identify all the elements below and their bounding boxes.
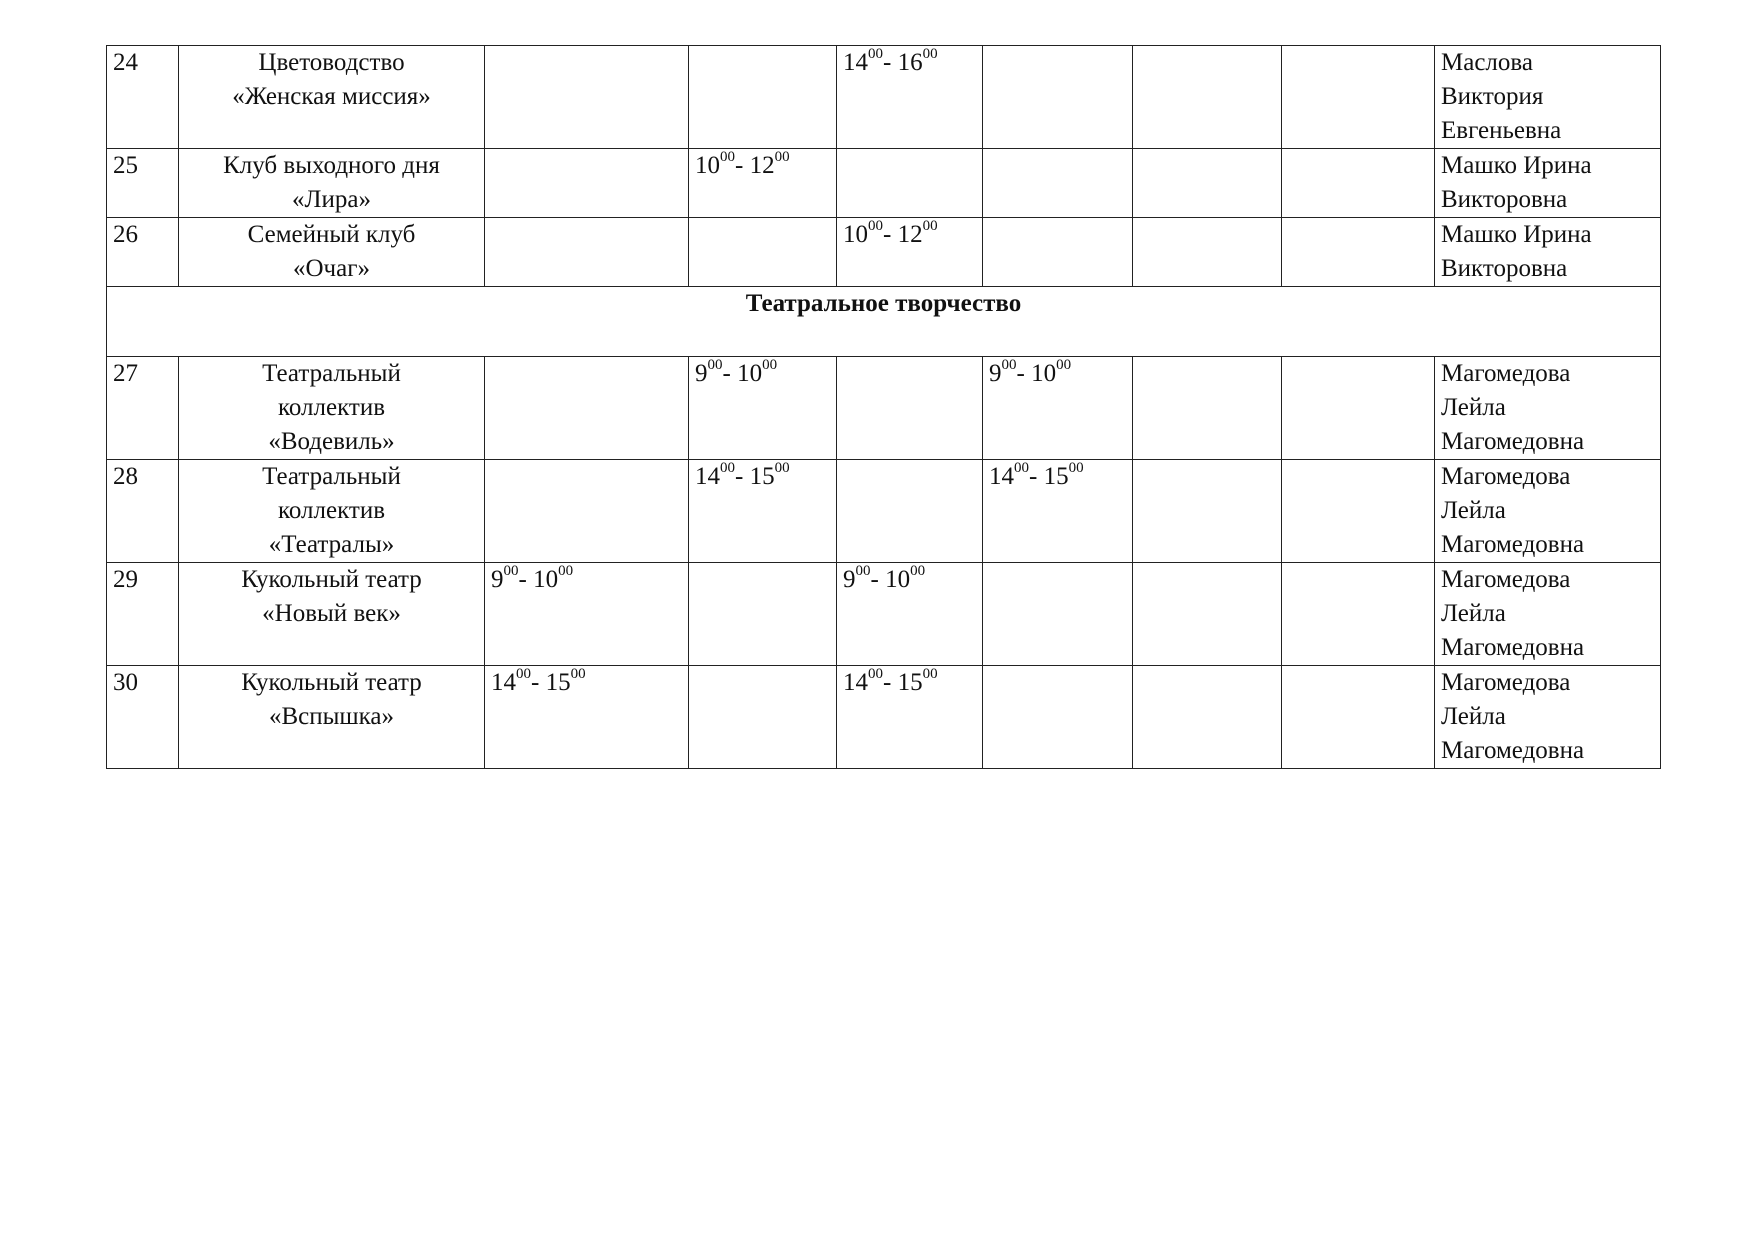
schedule-cell — [1282, 149, 1435, 218]
leader-name-line: Виктория — [1441, 83, 1544, 110]
club-name-line: Семейный клуб — [247, 221, 416, 248]
schedule-cell — [1282, 46, 1435, 149]
start-hour: 10 — [843, 221, 868, 248]
end-minutes: 00 — [570, 666, 586, 682]
leader-name-line: Евгеньевна — [1441, 117, 1562, 144]
start-minutes: 00 — [720, 149, 735, 165]
schedule-cell — [485, 460, 689, 563]
leader-name — [1435, 460, 1661, 563]
schedule-cell — [983, 149, 1133, 218]
end-hour: 10 — [737, 360, 763, 387]
schedule-table — [106, 45, 1661, 769]
schedule-cell — [1133, 563, 1282, 666]
schedule-cell — [837, 460, 983, 563]
schedule-cell: $14^{00}-$ $15^{00}$ — [689, 460, 837, 563]
leader-name-line: Магомедовна — [1441, 531, 1585, 558]
club-name-line: «Женская миссия» — [232, 83, 431, 110]
club-name-line: Театральный — [262, 360, 401, 387]
schedule-cell — [1133, 149, 1282, 218]
leader-name — [1435, 357, 1661, 460]
club-name-line: Кукольный театр — [241, 566, 422, 593]
start-hour: 10 — [695, 152, 720, 179]
schedule-cell — [485, 46, 689, 149]
schedule-cell — [837, 357, 983, 460]
schedule-rows-before — [107, 46, 1661, 287]
start-minutes: 00 — [868, 218, 883, 234]
schedule-cell — [837, 149, 983, 218]
club-name-line: «Водевиль» — [268, 428, 395, 455]
leader-name-line: Магомедова — [1441, 669, 1571, 696]
leader-name-line: Лейла — [1441, 394, 1506, 421]
row-number: 30 — [107, 666, 179, 769]
start-minutes: 00 — [1014, 460, 1029, 476]
club-name-line: «Вспышка» — [268, 703, 395, 730]
leader-name-line: Лейла — [1441, 600, 1506, 627]
leader-name-line: Лейла — [1441, 703, 1506, 730]
start-hour: 14 — [843, 669, 868, 696]
end-minutes: 00 — [558, 563, 574, 579]
schedule-cell — [1133, 218, 1282, 287]
table-row — [107, 149, 1661, 218]
club-name-line: коллектив — [277, 394, 386, 421]
leader-name — [1435, 218, 1661, 287]
row-number: 25 — [107, 149, 179, 218]
club-name — [179, 460, 485, 563]
row-number: 26 — [107, 218, 179, 287]
leader-name-line: Маслова — [1441, 49, 1533, 76]
end-minutes: 00 — [910, 563, 926, 579]
leader-name-line: Магомедовна — [1441, 737, 1585, 764]
club-name-line: Кукольный театр — [241, 669, 422, 696]
section-header — [107, 287, 1661, 357]
schedule-cell — [1282, 460, 1435, 563]
club-name-line: «Лира» — [292, 186, 371, 213]
end-minutes: 00 — [762, 357, 778, 373]
schedule-cell — [689, 218, 837, 287]
club-name — [179, 149, 485, 218]
schedule-cell — [485, 149, 689, 218]
table-row — [107, 563, 1661, 666]
start-minutes: 00 — [868, 46, 883, 62]
schedule-cell: $9^{00}-$ $10^{00}$ — [837, 563, 983, 666]
schedule-cell — [1282, 218, 1435, 287]
leader-name-line: Магомедовна — [1441, 428, 1585, 455]
end-minutes: 00 — [774, 149, 790, 165]
start-minutes: 00 — [1001, 357, 1017, 373]
schedule-cell — [1133, 460, 1282, 563]
leader-name-line: Магомедова — [1441, 566, 1571, 593]
club-name-line: «Театралы» — [268, 531, 395, 558]
row-number: 24 — [107, 46, 179, 149]
start-hour: 14 — [989, 463, 1014, 490]
schedule-cell — [1133, 666, 1282, 769]
schedule-cell — [983, 666, 1133, 769]
schedule-cell — [1133, 46, 1282, 149]
end-hour: 16 — [897, 49, 923, 76]
section-row — [107, 287, 1661, 357]
leader-name — [1435, 563, 1661, 666]
club-name-line: «Новый век» — [262, 600, 401, 627]
leader-name-line: Машко Ирина — [1441, 152, 1592, 179]
row-number: 28 — [107, 460, 179, 563]
club-name — [179, 563, 485, 666]
start-minutes: 00 — [707, 357, 723, 373]
end-minutes: 00 — [922, 666, 938, 682]
schedule-cell — [983, 218, 1133, 287]
end-minutes: 00 — [1056, 357, 1072, 373]
start-minutes: 00 — [868, 666, 883, 682]
table-row — [107, 46, 1661, 149]
end-hour: 12 — [897, 221, 923, 248]
leader-name — [1435, 149, 1661, 218]
schedule-cell — [485, 218, 689, 287]
schedule-cell: $14^{00}-$ $15^{00}$ — [983, 460, 1133, 563]
schedule-rows-after — [107, 357, 1661, 769]
schedule-cell — [1282, 563, 1435, 666]
row-number: 27 — [107, 357, 179, 460]
end-hour: 12 — [749, 152, 775, 179]
end-minutes: 00 — [922, 46, 938, 62]
table-row — [107, 666, 1661, 769]
schedule-cell — [983, 46, 1133, 149]
start-minutes: 00 — [855, 563, 871, 579]
schedule-cell — [689, 46, 837, 149]
start-minutes: 00 — [516, 666, 531, 682]
end-hour: 10 — [1031, 360, 1057, 387]
end-hour: 15 — [897, 669, 923, 696]
end-minutes: 00 — [774, 460, 790, 476]
end-hour: 10 — [885, 566, 911, 593]
schedule-cell — [983, 563, 1133, 666]
table-row — [107, 357, 1661, 460]
club-name — [179, 218, 485, 287]
schedule-cell — [689, 563, 837, 666]
end-minutes: 00 — [922, 218, 938, 234]
start-minutes: 00 — [720, 460, 735, 476]
row-number: 29 — [107, 563, 179, 666]
leader-name-line: Викторовна — [1441, 186, 1568, 213]
start-hour: 14 — [695, 463, 720, 490]
end-hour: 15 — [545, 669, 571, 696]
start-hour: 9 — [695, 360, 708, 387]
schedule-cell: $14^{00}-$ $15^{00}$ — [837, 666, 983, 769]
club-name-line: Цветоводство — [258, 49, 405, 76]
end-minutes: 00 — [1068, 460, 1084, 476]
schedule-cell — [689, 666, 837, 769]
club-name-line: Клуб выходного дня — [223, 152, 440, 179]
start-minutes: 00 — [503, 563, 519, 579]
end-hour: 10 — [533, 566, 559, 593]
table-row — [107, 218, 1661, 287]
section-title: Театральное творчество — [107, 287, 1661, 357]
schedule-cell: $10^{00}-$ $12^{00}$ — [689, 149, 837, 218]
leader-name-line: Викторовна — [1441, 255, 1568, 282]
start-hour: 14 — [491, 669, 516, 696]
club-name — [179, 46, 485, 149]
start-hour: 9 — [989, 360, 1002, 387]
club-name-line: коллектив — [277, 497, 386, 524]
leader-name-line: Машко Ирина — [1441, 221, 1592, 248]
club-name — [179, 666, 485, 769]
schedule-cell — [1282, 357, 1435, 460]
leader-name-line: Магомедова — [1441, 463, 1571, 490]
start-hour: 9 — [491, 566, 504, 593]
leader-name — [1435, 666, 1661, 769]
schedule-cell — [1282, 666, 1435, 769]
schedule-cell: $10^{00}-$ $12^{00}$ — [837, 218, 983, 287]
schedule-cell — [485, 357, 689, 460]
leader-name-line: Магомедовна — [1441, 634, 1585, 661]
schedule-cell: $14^{00}-$ $16^{00}$ — [837, 46, 983, 149]
schedule-cell: $9^{00}-$ $10^{00}$ — [485, 563, 689, 666]
club-name — [179, 357, 485, 460]
leader-name-line: Лейла — [1441, 497, 1506, 524]
start-hour: 9 — [843, 566, 856, 593]
table-row — [107, 460, 1661, 563]
end-hour: 15 — [749, 463, 775, 490]
end-hour: 15 — [1043, 463, 1069, 490]
schedule-cell — [1133, 357, 1282, 460]
schedule-cell: $14^{00}-$ $15^{00}$ — [485, 666, 689, 769]
club-name-line: Театральный — [262, 463, 401, 490]
club-name-line: «Очаг» — [293, 255, 370, 282]
schedule-cell: $9^{00}-$ $10^{00}$ — [689, 357, 837, 460]
leader-name-line: Магомедова — [1441, 360, 1571, 387]
schedule-cell: $9^{00}-$ $10^{00}$ — [983, 357, 1133, 460]
leader-name — [1435, 46, 1661, 149]
start-hour: 14 — [843, 49, 868, 76]
